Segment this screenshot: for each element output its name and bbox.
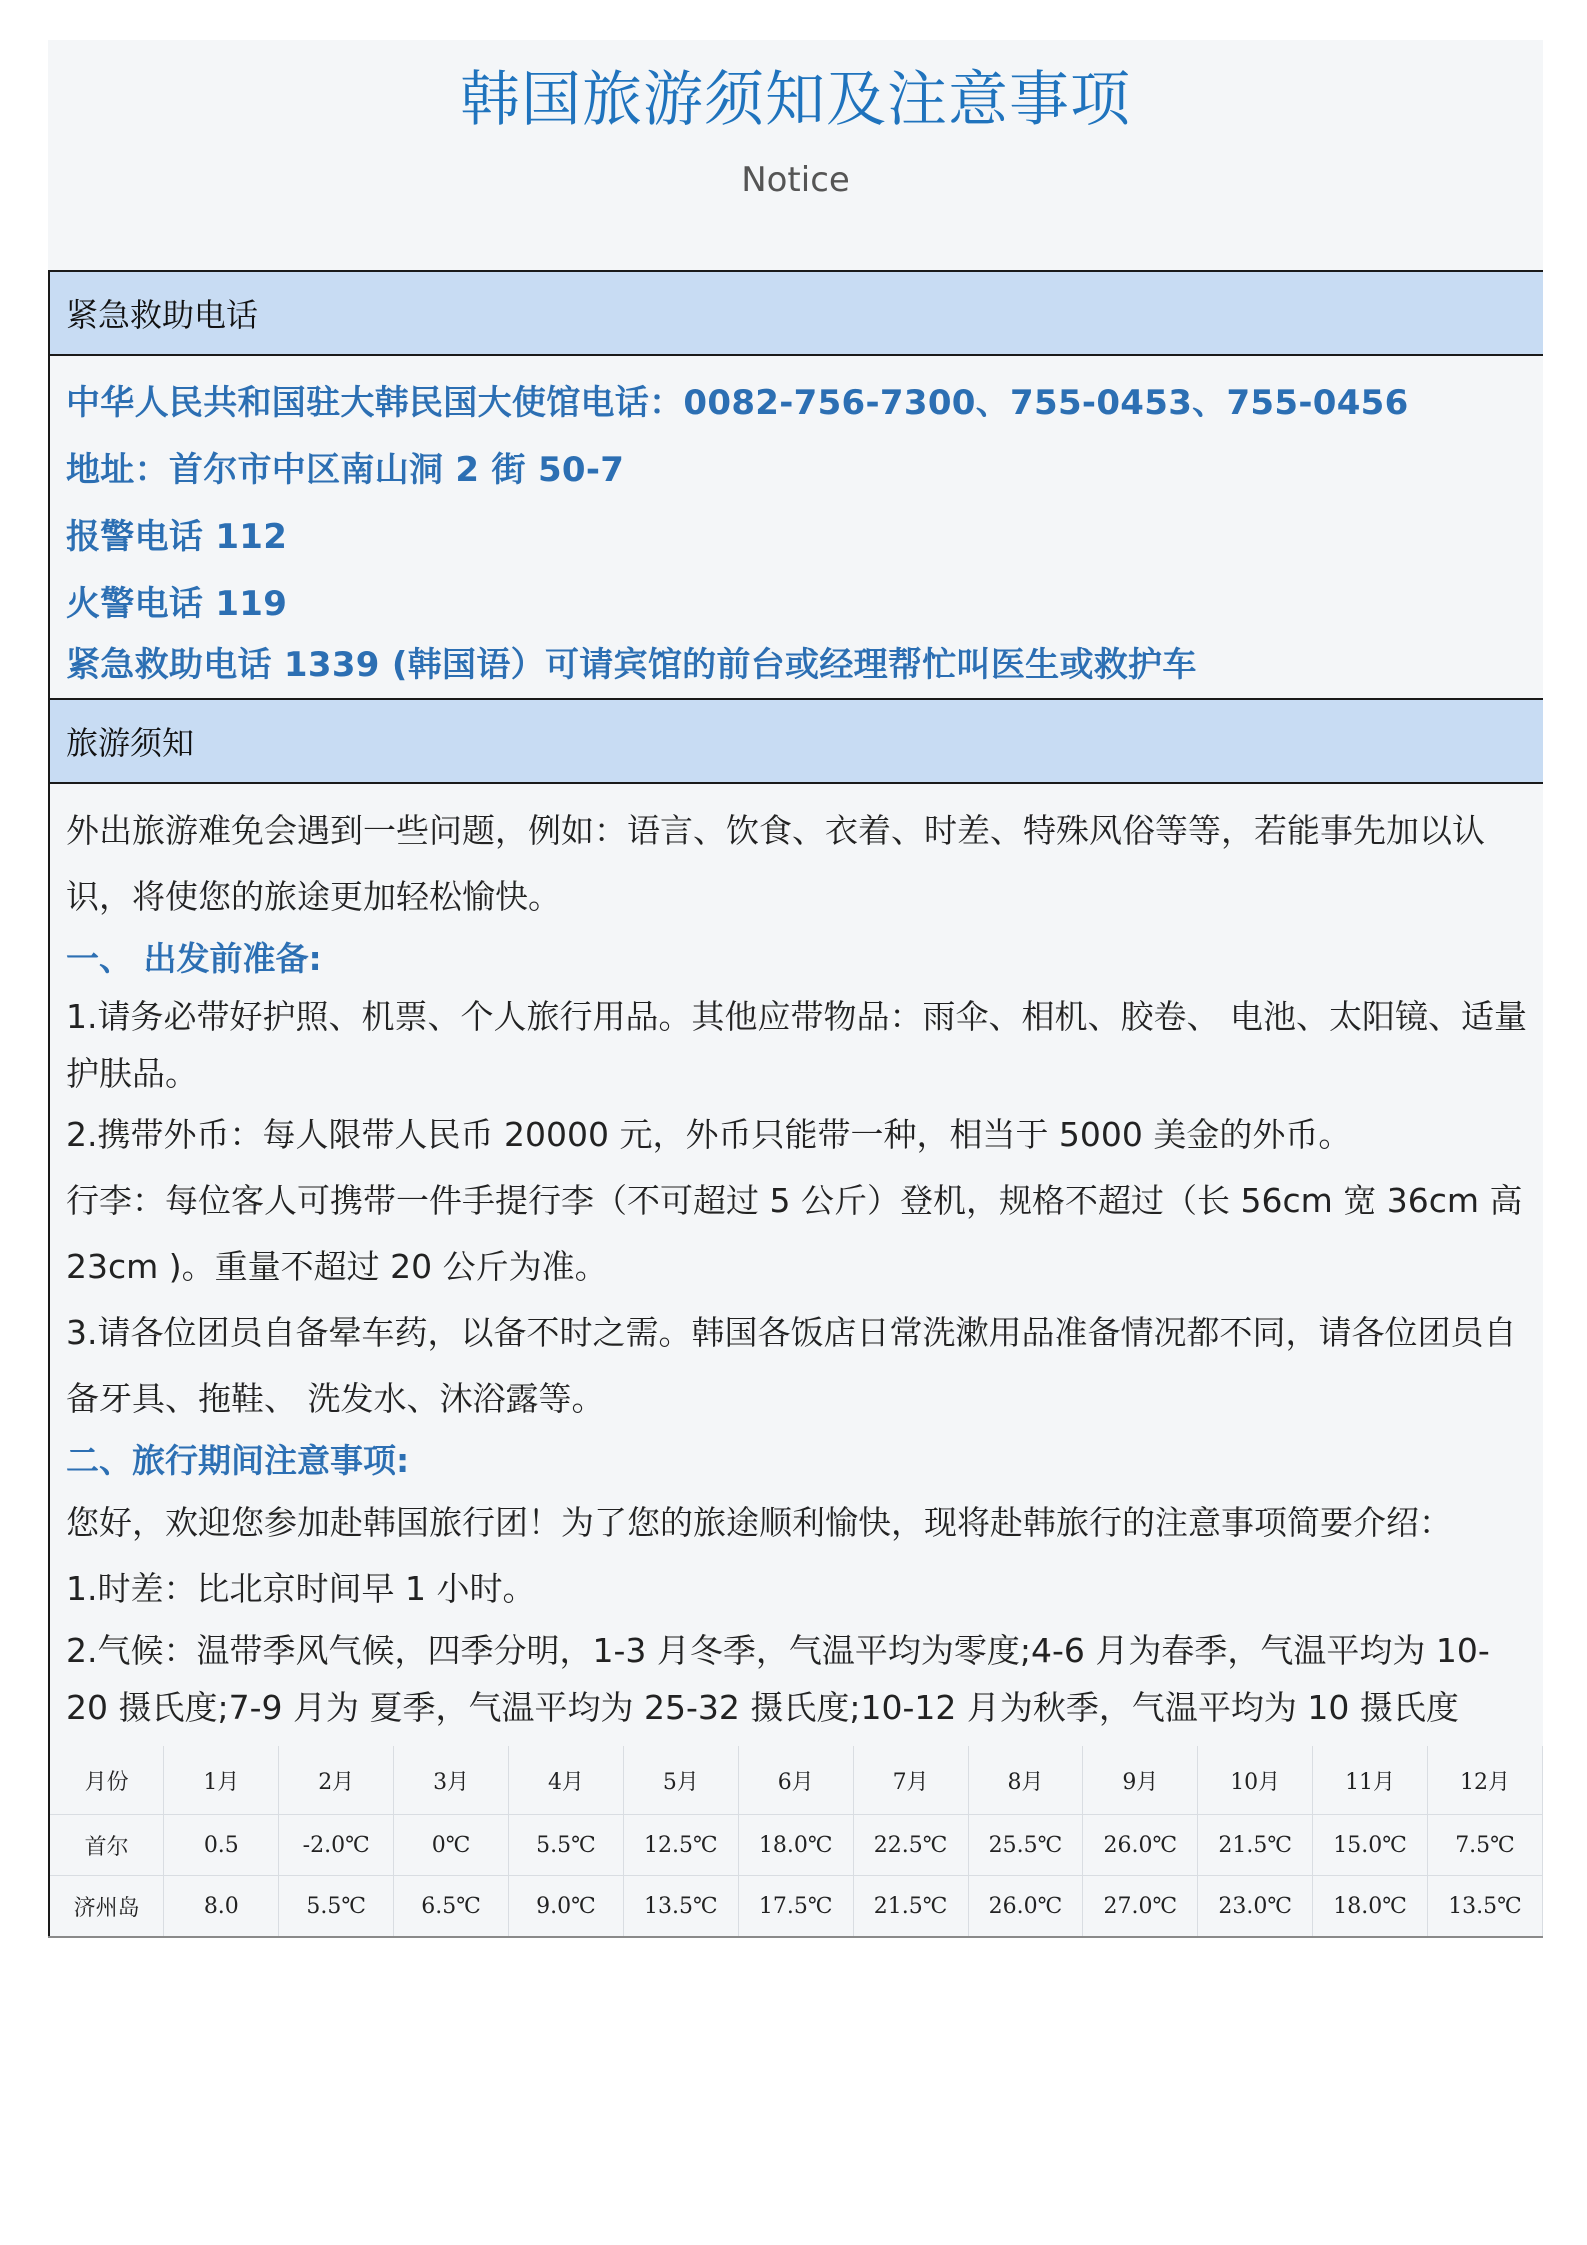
table-cell: 23.0℃ — [1198, 1876, 1313, 1938]
table-cell: 5.5℃ — [509, 1815, 624, 1876]
table-cell: 9月 — [1083, 1746, 1198, 1815]
table-cell: 8月 — [968, 1746, 1083, 1815]
table-cell: 6.5℃ — [394, 1876, 509, 1938]
table-row — [49, 1876, 1543, 1938]
luggage-paragraph: 行李：每位客人可携带一件手提行李（不可超过 5 公斤）登机，规格不超过（长 56cm 宽 36cm 高 23cm )。重量不超过 20 公斤为准。 — [66, 1181, 1523, 1286]
table-cell: 22.5℃ — [853, 1815, 968, 1876]
emergency-contacts — [48, 356, 1543, 698]
page-title: 韩国旅游须知及注意事项 — [460, 65, 1131, 135]
police-phone-line: 报警电话 112 — [66, 517, 288, 557]
table-cell: 18.0℃ — [1313, 1876, 1428, 1938]
time-difference-paragraph: 1.时差：比北京时间早 1 小时。 — [66, 1569, 536, 1608]
table-cell: 10月 — [1198, 1746, 1313, 1815]
table-cell: 4月 — [509, 1746, 624, 1815]
welcome-paragraph: 您好，欢迎您参加赴韩国旅行团！为了您的旅途顺利愉快，现将赴韩旅行的注意事项简要介绍： — [66, 1503, 1452, 1542]
notice-section-heading: 旅游须知 — [48, 698, 1543, 784]
table-cell: 6月 — [738, 1746, 853, 1815]
table-cell: 5.5℃ — [279, 1876, 394, 1938]
prep-item-3: 3.请各位团员自备晕车药，以备不时之需。韩国各饭店日常洗漱用品准备情况都不同，请各位团员自备牙具、拖鞋、 洗发水、沐浴露等。 — [66, 1313, 1517, 1418]
table-cell: 13.5℃ — [623, 1876, 738, 1938]
departure-prep-heading: 一、 出发前准备: — [66, 939, 322, 978]
embassy-address-line: 地址：首尔市中区南山洞 2 街 50-7 — [66, 450, 625, 490]
table-cell: 8.0 — [164, 1876, 279, 1938]
page — [48, 40, 1543, 1938]
table-cell: 5月 — [623, 1746, 738, 1815]
table-cell: 12月 — [1428, 1746, 1543, 1815]
table-cell: 0℃ — [394, 1815, 509, 1876]
climate-paragraph: 2.气候：温带季风气候，四季分明，1-3 月冬季，气温平均为零度;4-6 月为春季，气温平均为 10-20 摄氏度;7-9 月为 夏季，气温平均为 25-32 摄氏度;10-12 月为秋季，气温平均为 10 摄氏度 — [66, 1631, 1490, 1727]
table-cell: 21.5℃ — [1198, 1815, 1313, 1876]
table-cell: 7.5℃ — [1428, 1815, 1543, 1876]
table-row — [49, 1815, 1543, 1876]
intro-paragraph: 外出旅游难免会遇到一些问题，例如：语言、饮食、衣着、时差、特殊风俗等等，若能事先加以认识，将使您的旅途更加轻松愉快。 — [66, 811, 1485, 916]
table-cell: 25.5℃ — [968, 1815, 1083, 1876]
table-cell: 21.5℃ — [853, 1876, 968, 1938]
table-cell: 2月 — [279, 1746, 394, 1815]
emergency-section-heading: 紧急救助电话 — [48, 270, 1543, 356]
emergency-rescue-line: 紧急救助电话 1339 (韩国语）可请宾馆的前台或经理帮忙叫医生或救护车 — [66, 645, 1197, 685]
table-cell: 15.0℃ — [1313, 1815, 1428, 1876]
table-cell: 11月 — [1313, 1746, 1428, 1815]
table-cell: 0.5 — [164, 1815, 279, 1876]
table-cell: 13.5℃ — [1428, 1876, 1543, 1938]
page-header — [48, 40, 1543, 270]
table-cell: 27.0℃ — [1083, 1876, 1198, 1938]
table-cell: 12.5℃ — [623, 1815, 738, 1876]
table-cell: -2.0℃ — [279, 1815, 394, 1876]
fire-phone-line: 火警电话 119 — [66, 584, 288, 624]
prep-item-2: 2.携带外币：每人限带人民币 20000 元，外币只能带一种，相当于 5000 美金的外币。 — [66, 1115, 1352, 1154]
climate-table — [48, 1746, 1543, 1938]
notice-content — [48, 784, 1543, 1746]
travel-notes-heading: 二、旅行期间注意事项: — [66, 1441, 410, 1480]
table-cell: 26.0℃ — [1083, 1815, 1198, 1876]
table-cell: 济州岛 — [49, 1876, 164, 1938]
table-cell: 1月 — [164, 1746, 279, 1815]
table-cell: 17.5℃ — [738, 1876, 853, 1938]
table-cell: 9.0℃ — [509, 1876, 624, 1938]
prep-item-1: 1.请务必带好护照、机票、个人旅行用品。其他应带物品：雨伞、相机、胶卷、 电池、太阳镜、适量护肤品。 — [66, 997, 1527, 1093]
table-cell: 18.0℃ — [738, 1815, 853, 1876]
table-cell: 3月 — [394, 1746, 509, 1815]
table-cell: 26.0℃ — [968, 1876, 1083, 1938]
page-subtitle: Notice — [741, 160, 850, 200]
table-cell: 7月 — [853, 1746, 968, 1815]
table-cell: 首尔 — [49, 1815, 164, 1876]
table-cell: 月份 — [49, 1746, 164, 1815]
table-header-row — [49, 1746, 1543, 1815]
embassy-phone-line: 中华人民共和国驻大韩民国大使馆电话：0082-756-7300、755-0453、755-0456 — [66, 383, 1409, 423]
